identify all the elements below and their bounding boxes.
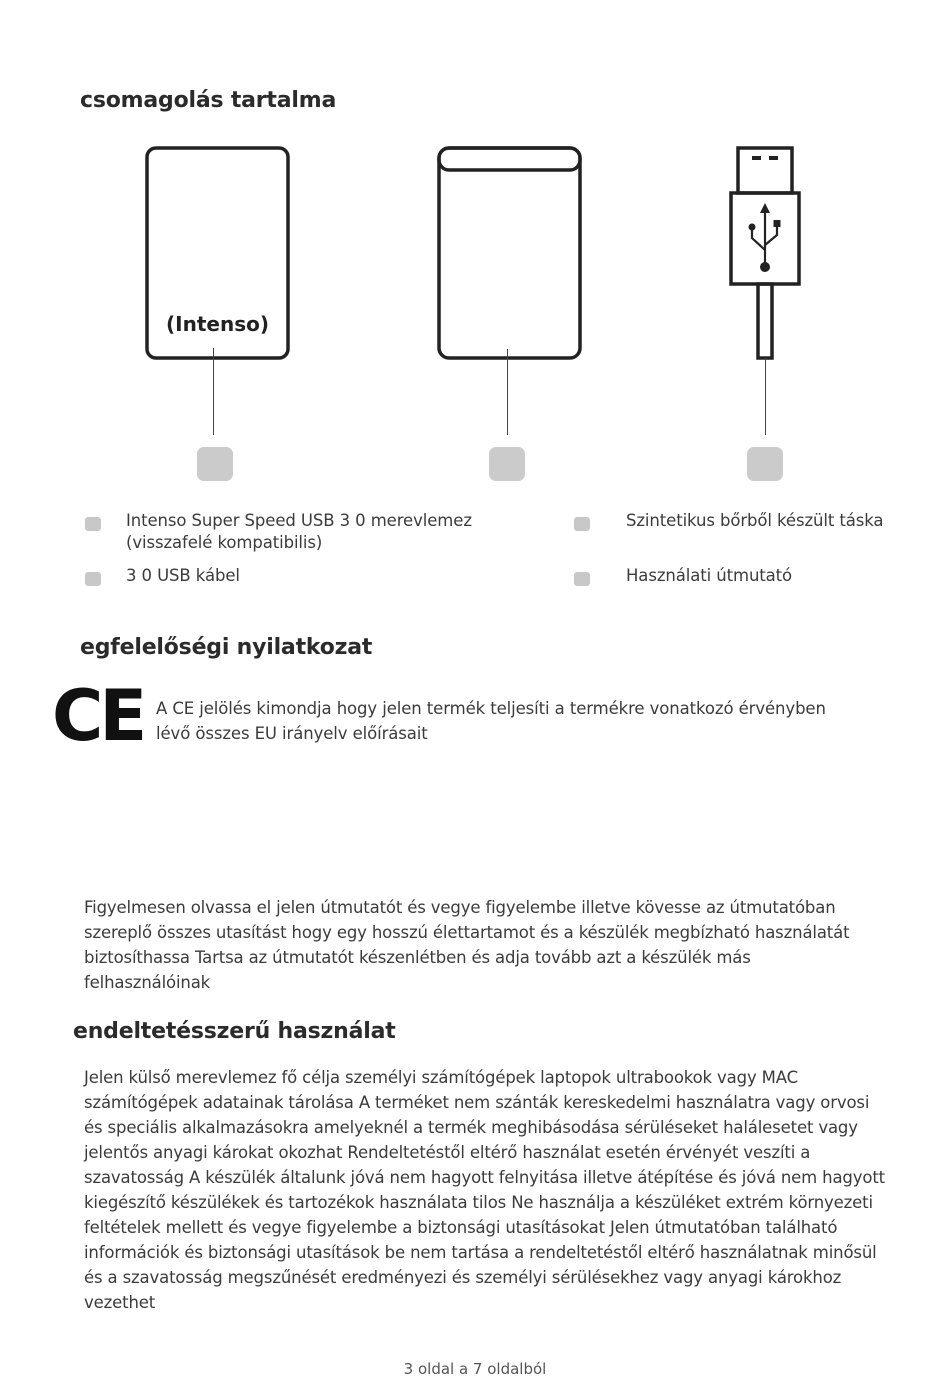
list-item-cable: 3 0 USB kábel bbox=[126, 566, 240, 585]
use-line: vezethet bbox=[84, 1293, 156, 1312]
leader-line-drive bbox=[213, 348, 214, 435]
marker-pouch bbox=[489, 447, 525, 481]
leader-line-pouch bbox=[507, 349, 508, 435]
bullet-3 bbox=[574, 517, 590, 531]
conformity-title: egfelelőségi nyilatkozat bbox=[80, 635, 373, 660]
use-line: és speciális alkalmazásokra amelyeknél a termék meghibásodása sérüléseket halálesetet vagy bbox=[84, 1118, 858, 1137]
use-line: számítógépek adatainak tárolása A terméket nem szánták kereskedelmi használatra vagy orvosi bbox=[84, 1093, 870, 1112]
marker-cable bbox=[747, 447, 783, 481]
leader-line-cable bbox=[765, 358, 766, 435]
bullet-4 bbox=[574, 572, 590, 586]
list-item-pouch: Szintetikus bőrből készült táska bbox=[626, 511, 884, 530]
use-line: és a szavatosság megszűnését eredményezi és személyi sérülésekhez vagy anyagi károkhoz bbox=[84, 1268, 842, 1287]
usb-symbol-icon bbox=[749, 203, 781, 272]
use-line: kiegészítő készülékek és tartozékok használata tilos Ne használja a készüléket extrém környezeti bbox=[84, 1193, 873, 1212]
package-illustrations bbox=[0, 0, 950, 500]
use-line: feltételek mellett és vegye figyelembe a biztonsági utasításokat Jelen útmutatóban található bbox=[84, 1218, 838, 1237]
intro-line: felhasználóinak bbox=[84, 973, 211, 992]
ce-line-2: lévő összes EU irányelv előírásait bbox=[156, 724, 428, 743]
contents-title: csomagolás tartalma bbox=[80, 88, 337, 113]
intro-line: biztosíthassa Tartsa az útmutatót készenlétben és adja tovább azt a készülék más bbox=[84, 948, 751, 967]
list-item-drive-line1: Intenso Super Speed USB 3 0 merevlemez bbox=[126, 511, 472, 530]
page-number: 3 oldal a 7 oldalból bbox=[403, 1360, 547, 1378]
use-line: jelentős anyagi károkat okozhat Rendeltetéstől eltérő használat esetén érvényét veszíti a bbox=[84, 1143, 811, 1162]
marker-drive bbox=[197, 447, 233, 481]
ce-line-1: A CE jelölés kimondja hogy jelen termék teljesíti a termékre vonatkozó érvényben bbox=[156, 699, 826, 718]
list-item-manual: Használati útmutató bbox=[626, 566, 793, 585]
intended-use-title: endeltetésszerű használat bbox=[73, 1019, 396, 1044]
intended-use-paragraph bbox=[84, 1065, 914, 1315]
intro-paragraph bbox=[84, 895, 914, 995]
intro-line: Figyelmesen olvassa el jelen útmutatót és vegye figyelembe illetve kövesse az útmutatóban bbox=[84, 898, 836, 917]
bullet-1 bbox=[85, 517, 101, 531]
use-line: információk és biztonsági utasítások be nem tartása a rendeltetéstől eltérő használatnak minősül bbox=[84, 1243, 877, 1262]
list-item-drive bbox=[126, 510, 472, 554]
intro-line: szereplő összes utasítást hogy egy hosszú élettartamot és a készülék megbízható használatát bbox=[84, 923, 850, 942]
pouch-icon bbox=[439, 148, 580, 358]
use-line: Jelen külső merevlemez fő célja személyi számítógépek laptopok ultrabookok vagy MAC bbox=[84, 1068, 798, 1087]
list-item-drive-line2: (visszafelé kompatibilis) bbox=[126, 533, 323, 552]
ce-mark-icon: CE bbox=[52, 675, 144, 757]
use-line: szavatosság A készülék általunk jóvá nem hagyott felnyitása illetve átépítése és jóvá nem hagyott bbox=[84, 1168, 885, 1187]
ce-statement bbox=[156, 696, 826, 746]
drive-brand-label: (Intenso) bbox=[166, 312, 269, 336]
bullet-2 bbox=[85, 572, 101, 586]
usb-cable-icon bbox=[731, 148, 799, 358]
